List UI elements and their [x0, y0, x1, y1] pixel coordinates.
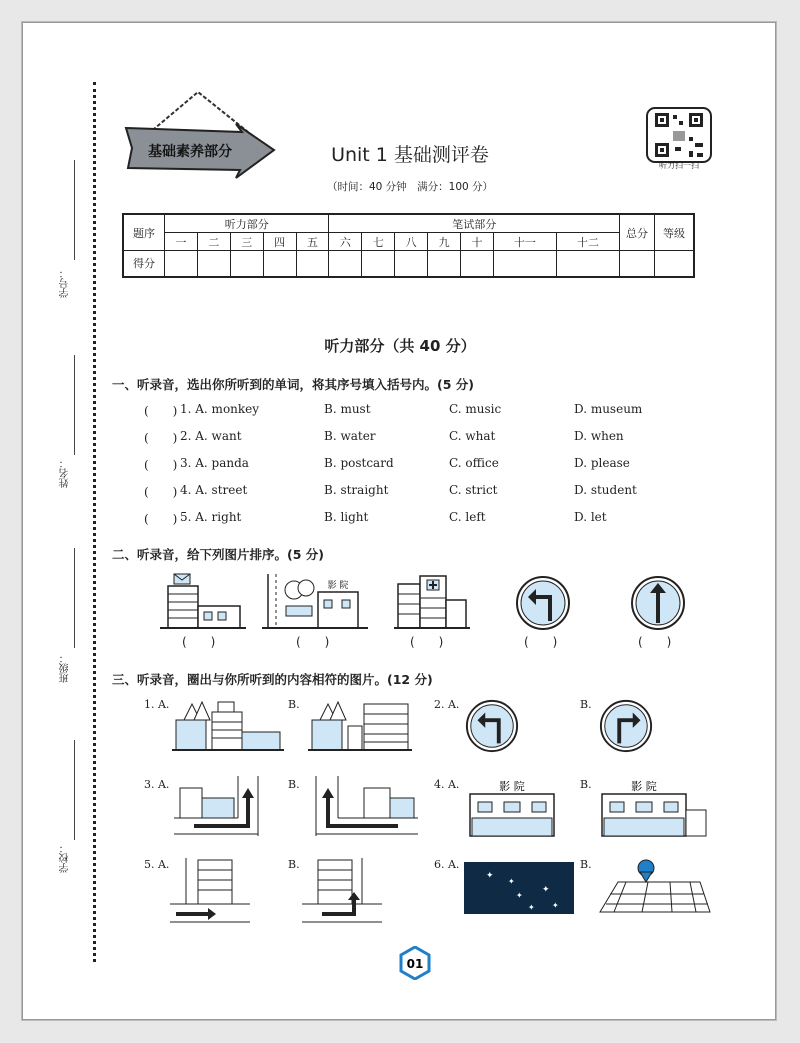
student-no-rule — [74, 160, 75, 260]
qr-code-icon[interactable] — [646, 107, 712, 163]
page-number-badge — [398, 946, 432, 980]
option-d: D. please — [574, 456, 630, 470]
score-cell[interactable] — [263, 251, 296, 277]
score-table — [122, 213, 695, 278]
option-c: C. music — [449, 402, 502, 416]
writing-col: 十二 — [556, 233, 619, 251]
option-c: C. strict — [449, 483, 498, 497]
buildings-post-office-icon[interactable] — [172, 698, 284, 752]
score-cell[interactable] — [461, 251, 494, 277]
option-c: C. left — [449, 510, 486, 524]
answer-paren[interactable]: ( ) — [144, 431, 178, 445]
q3-label: B. — [288, 778, 300, 791]
cinema-icon[interactable] — [466, 776, 558, 838]
q3-label: B. — [288, 858, 300, 871]
qr-caption: 听力扫一扫 — [659, 161, 699, 170]
answer-paren[interactable]: ( ) — [144, 458, 178, 472]
post-office-icon — [160, 572, 246, 630]
class-rule — [74, 548, 75, 648]
svg-text:✦: ✦ — [508, 877, 515, 886]
order-paren[interactable]: ( ) — [638, 635, 672, 649]
writing-col: 七 — [362, 233, 395, 251]
binding-dotted-line — [93, 82, 96, 962]
order-paren[interactable]: ( ) — [182, 635, 216, 649]
writing-col: 九 — [428, 233, 461, 251]
total-header: 总分 — [620, 214, 655, 251]
option-d: D. when — [574, 429, 624, 443]
score-cell[interactable] — [165, 251, 198, 277]
score-cell[interactable] — [395, 251, 428, 277]
writing-col: 六 — [329, 233, 362, 251]
option-a: 5. A. right — [180, 510, 242, 524]
option-a: 3. A. panda — [180, 456, 249, 470]
score-cell[interactable] — [428, 251, 461, 277]
writing-col: 十一 — [493, 233, 556, 251]
option-b: B. must — [324, 402, 371, 416]
school-rule — [74, 740, 75, 840]
turn-right-sign-icon[interactable] — [598, 698, 654, 754]
hospital-icon — [394, 574, 470, 630]
listening-col: 一 — [165, 233, 198, 251]
writing-group: 笔试部分 — [329, 214, 620, 233]
q3-label: 4. A. — [434, 778, 460, 791]
option-b: B. postcard — [324, 456, 394, 470]
svg-text:✦: ✦ — [528, 903, 535, 912]
q3-label: 6. A. — [434, 858, 460, 871]
score-cell[interactable] — [230, 251, 263, 277]
buildings-hospital-icon[interactable] — [308, 698, 412, 752]
turn-left-sign-icon[interactable] — [464, 698, 520, 754]
turn-left-at-corner-icon[interactable] — [308, 776, 418, 838]
listening-col: 五 — [296, 233, 329, 251]
score-cell[interactable] — [620, 251, 655, 277]
option-b: B. light — [324, 510, 369, 524]
svg-text:影 院: 影 院 — [631, 780, 657, 793]
turn-left-sign-icon — [514, 575, 572, 631]
banner-sign-icon — [118, 88, 278, 180]
score-cell[interactable] — [556, 251, 619, 277]
svg-text:✦: ✦ — [516, 891, 523, 900]
order-paren[interactable]: ( ) — [410, 635, 444, 649]
name-rule — [74, 355, 75, 455]
svg-text:✦: ✦ — [542, 885, 550, 895]
score-cell[interactable] — [362, 251, 395, 277]
order-paren[interactable]: ( ) — [296, 635, 330, 649]
map-pin-city-icon[interactable] — [596, 858, 714, 916]
q3-label: B. — [580, 778, 592, 791]
option-b: B. straight — [324, 483, 389, 497]
answer-paren[interactable]: ( ) — [144, 404, 178, 418]
option-b: B. water — [324, 429, 376, 443]
option-d: D. museum — [574, 402, 643, 416]
q3-label: 2. A. — [434, 698, 460, 711]
svg-text:✦: ✦ — [552, 901, 559, 910]
option-c: C. office — [449, 456, 499, 470]
score-cell[interactable] — [493, 251, 556, 277]
score-cell[interactable] — [329, 251, 362, 277]
go-straight-sign-icon — [629, 575, 687, 631]
col-label: 题序 — [123, 214, 165, 251]
listening-col: 四 — [263, 233, 296, 251]
order-paren[interactable]: ( ) — [524, 635, 558, 649]
page-subtitle: （时间：40 分钟 满分：100 分） — [326, 181, 494, 193]
option-c: C. what — [449, 429, 496, 443]
answer-paren[interactable]: ( ) — [144, 485, 178, 499]
class-label: 班级： — [60, 653, 71, 683]
writing-col: 十 — [461, 233, 494, 251]
q3-label: 5. A. — [144, 858, 170, 871]
score-cell[interactable] — [197, 251, 230, 277]
option-d: D. student — [574, 483, 637, 497]
page-title: Unit 1 基础测评卷 — [331, 144, 489, 166]
svg-text:影 院: 影 院 — [327, 581, 349, 591]
grade-header: 等级 — [655, 214, 695, 251]
q3-label: B. — [580, 858, 592, 871]
writing-col: 八 — [395, 233, 428, 251]
listening-col: 三 — [230, 233, 263, 251]
student-no-label: 学号： — [60, 268, 71, 298]
q3-heading: 三、听录音，圈出与你所听到的内容相符的图片。(12 分) — [112, 672, 433, 687]
name-label: 姓名： — [60, 458, 71, 488]
option-a: 2. A. want — [180, 429, 242, 443]
option-d: D. let — [574, 510, 607, 524]
school-label: 学校： — [60, 843, 71, 873]
go-straight-turn-right-icon[interactable] — [302, 858, 382, 924]
answer-paren[interactable]: ( ) — [144, 512, 178, 526]
q3-label: B. — [288, 698, 300, 711]
option-a: 4. A. street — [180, 483, 248, 497]
banner-label: 基础素养部分 — [148, 144, 232, 160]
svg-text:✦: ✦ — [486, 871, 494, 881]
score-cell[interactable] — [655, 251, 695, 277]
q2-heading: 二、听录音，给下列图片排序。(5 分) — [112, 547, 324, 562]
row-label: 得分 — [123, 251, 165, 277]
page-number: 01 — [406, 957, 424, 971]
go-straight-turn-left-icon[interactable] — [170, 858, 250, 924]
q3-label: 1. A. — [144, 698, 170, 711]
cinema-corner-icon[interactable] — [598, 776, 710, 838]
listening-col: 二 — [197, 233, 230, 251]
option-a: 1. A. monkey — [180, 402, 260, 416]
night-sky-icon[interactable] — [464, 862, 574, 914]
q1-heading: 一、听录音，选出你所听到的单词，将其序号填入括号内。(5 分) — [112, 377, 474, 392]
street-scene-icon — [262, 572, 368, 630]
cinema-sign: 影 院 — [499, 780, 525, 793]
q3-label: 3. A. — [144, 778, 170, 791]
turn-right-at-corner-icon[interactable] — [174, 776, 264, 838]
listening-group: 听力部分 — [165, 214, 329, 233]
section-title: 听力部分（共 40 分） — [324, 337, 476, 355]
score-cell[interactable] — [296, 251, 329, 277]
q3-label: B. — [580, 698, 592, 711]
